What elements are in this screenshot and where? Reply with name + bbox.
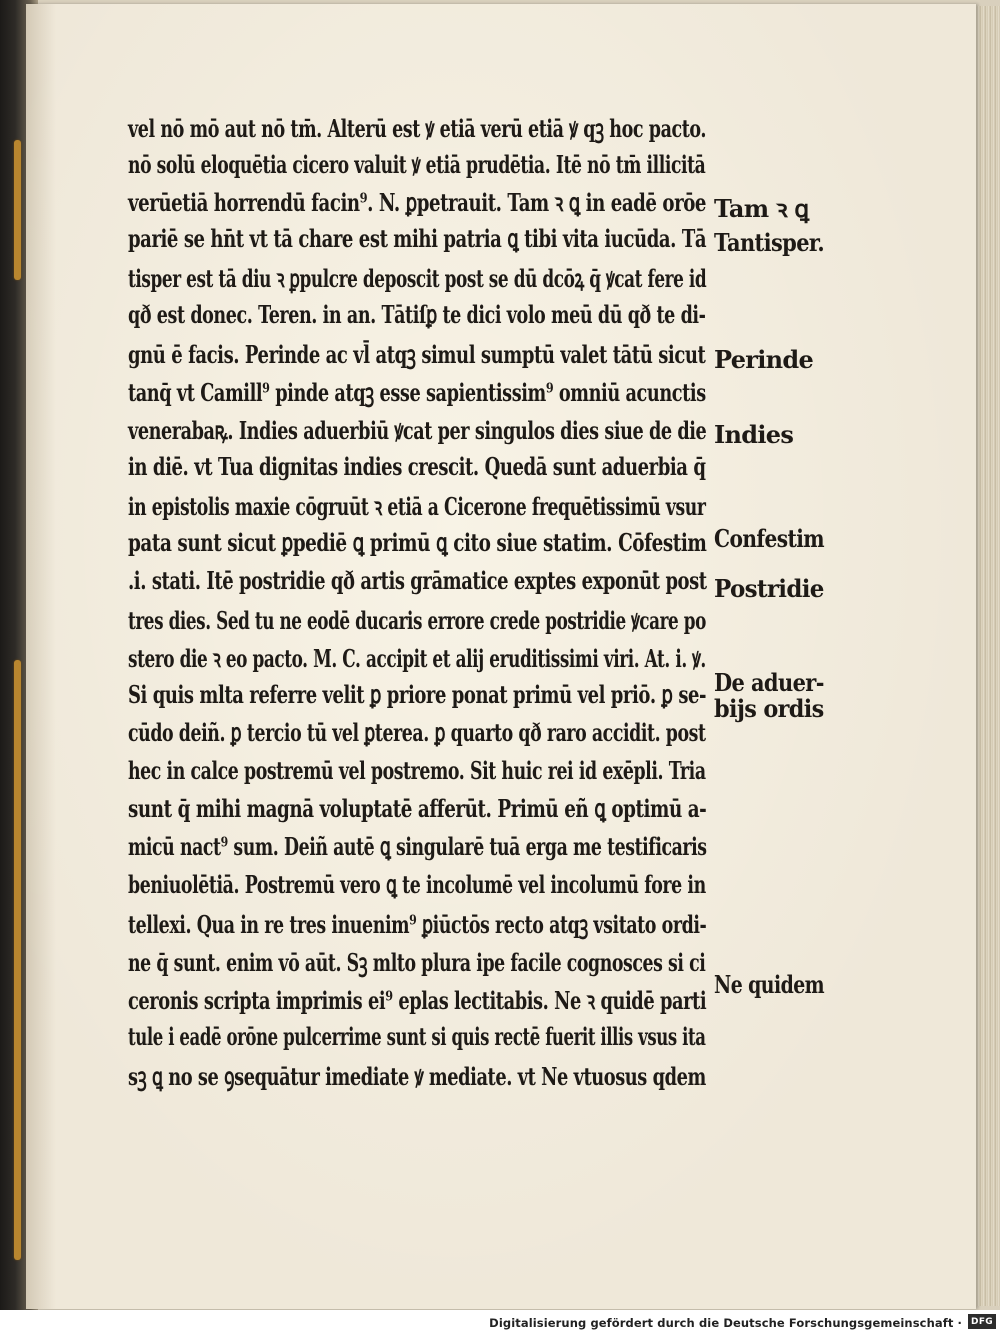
binding-thread-lower [14,660,21,1260]
text-line: .i. stati. Itē postridie qð artis grāmatice exptes exponūt post [128,566,707,595]
text-line: verūetiā horrendū facin⁹. N. ꝑpetrauit. Tam ꝛ ꝗ in eadē orōe [128,188,706,217]
margin-note: Perinde [714,345,814,374]
text-line: cūdo deiñ. ꝑ tercio tū vel ꝑterea. ꝑ quarto qð raro accidit. post [128,718,706,747]
text-line: sunt q̄ mihi magnā voluptatē afferūt. Primū eñ ꝗ optimū a- [128,794,707,823]
text-line: in diē. vt Tua dignitas indies crescit. Quedā sunt aduerbia q̄ [128,452,706,481]
text-line: ceronis scripta imprimis ei⁹ eplas lectitabis. Ne ꝛ quidē parti [128,986,707,1015]
text-line: tisper est tā diu ꝛ ꝑpulcre deposcit post se dū dcōꝝ q̄ ꝟcat fere id [128,264,707,293]
text-line: Si quis mlta referre velit ꝑ priore ponat primū vel priō. ꝑ se- [128,680,707,709]
text-line: hec in calce postremū vel postremo. Sit huic rei id exēpli. Tria [128,756,706,785]
text-line: venerabaꝶ. Indies aduerbiū ꝟcat per singulos dies siue de die [128,416,707,445]
text-line: tule i eadē orōne pulcerrime sunt si quis rectē fuerit illis vsus ita [128,1022,706,1051]
text-line: gnū ē facis. Perinde ac vl̄ atqꝫ simul sumptū valet tātū sicut [128,340,706,369]
margin-note: Ne quidem [714,970,825,999]
margin-note: bijs ordis [714,694,824,723]
text-line: beniuolētiā. Postremū vero ꝗ te incolumē vel incolumū fore in [128,870,706,899]
attribution-text: Digitalisierung gefördert durch die Deutsche Forschungsgemeinschaft · [489,1316,962,1330]
text-line: ne q̄ sunt. enim vō aūt. Sꝫ mlto plura ipe facile cognosces si ci [128,948,706,977]
margin-note: De aduer- [714,668,824,697]
text-line: pariē se hn̄t vt tā chare est mihi patria ꝗ tibi vita iucūda. Tā [128,224,707,253]
text-line: micū nact⁹ sum. Deiñ autē ꝗ singularē tuā erga me testificaris [128,832,707,861]
text-line: qð est donec. Teren. in an. Tātiſꝑ te dici volo meū dū qð te di- [128,300,706,329]
text-line: vel nō mō aut nō tm̄. Alterū est ꝟ etiā verū etiā ꝟ qꝫ hoc pacto. [128,114,707,143]
binding-thread-upper [14,140,21,280]
margin-note: Tantisper. [714,228,825,257]
text-line: in epistolis maxie cōgruūt ꝛ etiā a Cicerone frequētissimū vsur [128,492,706,521]
text-line: sꝫ ꝗ no se ꝯsequātur imediate ꝟ mediate. vt Ne vtuosus qdem [128,1062,706,1091]
margin-note: Confestim [714,524,825,553]
text-line: stero die ꝛ eo pacto. M. C. accipit et alij eruditissimi viri. At. i. ꝟ. [128,644,706,673]
margin-note: Postridie [714,574,824,603]
dfg-logo: DFG [968,1314,996,1329]
text-line: pata sunt sicut ꝑpediē ꝗ primū ꝗ cito siue statim. Cōfestim [128,528,707,557]
margin-note: Tam ꝛ ꝗ [714,194,809,223]
text-line: nō solū eloquētia cicero valuit ꝟ etiā prudētia. Itē nō tm̄ illicitā [128,150,706,179]
text-line: tres dies. Sed tu ne eodē ducaris errore crede postridie ꝟcare po [128,606,706,635]
text-line: tellexi. Qua in re tres inuenim⁹ ꝑiūctōs recto atqꝫ vsitato ordi- [128,910,707,939]
page-edges [972,6,1000,1306]
margin-note: Indies [714,420,794,449]
text-line: tanq̄ vt Camill⁹ pinde atqꝫ esse sapientissim⁹ omniū acunctis [128,378,706,407]
